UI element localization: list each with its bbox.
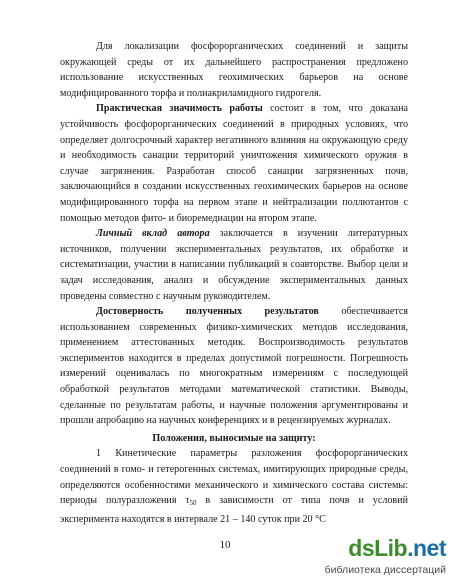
watermark-subtitle: библиотека диссертаций [324,564,446,576]
paragraph-text-continued: в зависимости от типа почв и условий эксперимента находятся в интервале 21 – 140 суток при 20 °С [60,495,408,525]
watermark [302,535,448,579]
paragraph-lead: Личный вклад автора [96,228,210,240]
body-text [60,39,408,527]
paragraph-thesis-1 [60,446,408,527]
subscript: 50 [189,499,197,508]
paragraph-reliability [60,304,408,429]
paragraph-text: 1 Кинетические параметры разложения фосфорорганических соединений в гомо- и гетерогенных системах, имитирующих природные среды, определяются особенностями механического и химического состава системы: периоды полуразложения τ [60,448,408,507]
paragraph-lead: Достоверность полученных результатов [96,306,319,318]
paragraph-lead: Практическая значимость работы [96,103,263,115]
watermark-logo: dsLib.net [348,535,446,561]
paragraph-localization [60,39,408,101]
paragraph-practical-significance [60,101,408,226]
section-heading-text: Положения, выносимые на защиту: [152,432,316,444]
section-heading [60,429,408,447]
paragraph-personal-contribution [60,226,408,304]
paragraph-text: Для локализации фосфорорганических соединений и защиты окружающей среды от их дальнейшего распространения предложено использование искусственных геохимических барьеров на основе модифицированного торфа и полиакриламидного гидрогеля. [60,41,408,99]
paragraph-text: состоит в том, что доказана устойчивость фосфорорганических соединений в природных условиях, что определяет долгосрочный характер негативного влияния на окружающую среду и необходимость санации территорий уничтожения химического оружия в случае загрязнения. Разработан способ санации загрязненных почв, заключающийся в создании искусственных геохимических барьеров на основе модифицированного торфа на первом этапе и нейтрализации поллютантов с помощью методов фито- и биоремедиации на втором этапе. [60,103,408,224]
paragraph-text: заключается в изучении литературных источников, получении экспериментальных результатов, их обработке и систематизации, участии в написании публикаций в соавторстве. Выбор цели и задач исследования, анализ и обсуждение экспериментальных данных проведены совместно с научным руководителем. [60,228,408,302]
paragraph-text: обеспечивается использованием современных физико-химических методов исследования, применением аттестованных методик. Воспроизводимость результатов экспериментов находится в пределах допустимой погрешности. Погрешность измерений оценивалась по многократным измерениям с последующей обработкой результатов методами математической статистики. Выводы, сделанные по результатам работы, и научные положения аргументированы и прошли апробацию на научных конференциях и в рецензируемых журналах. [60,306,408,427]
page-number: 10 [219,539,231,551]
